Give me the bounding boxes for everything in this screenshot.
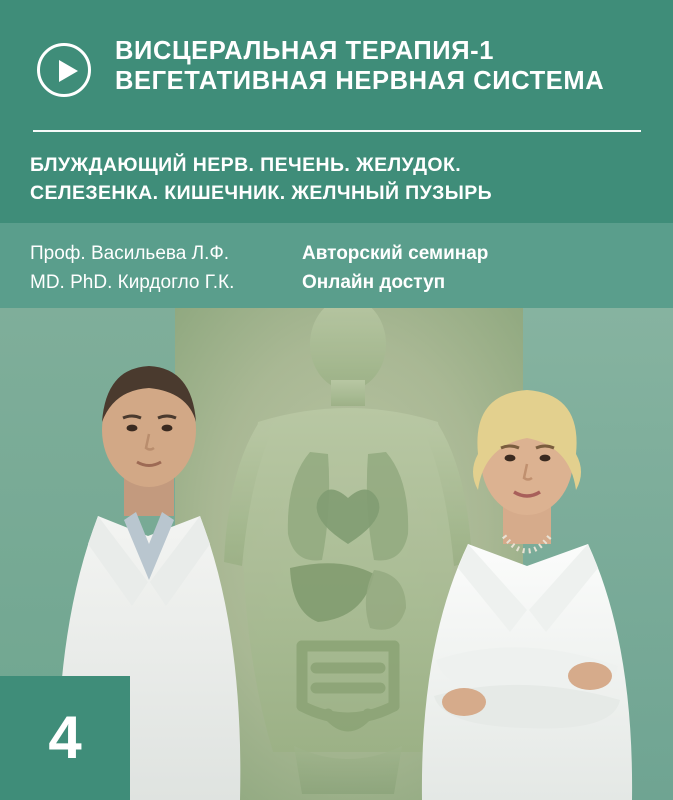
event-type: Авторский семинар [302,243,489,264]
subtitle-line-1: БЛУЖДАЮЩИЙ НЕРВ. ПЕЧЕНЬ. ЖЕЛУДОК. [30,154,462,176]
title-line-2: ВЕГЕТАТИВНАЯ НЕРВНАЯ СИСТЕМА [115,67,605,95]
poster-subtitle [30,151,650,207]
poster-subtitle-band [0,130,673,223]
event-access: Онлайн доступ [302,272,446,293]
play-icon[interactable] [37,43,91,97]
module-number-badge [0,676,130,800]
female-presenter-photo [400,360,655,800]
presenters-band [0,223,673,308]
subtitle-line-2: СЕЛЕЗЕНКА. КИШЕЧНИК. ЖЕЛЧНЫЙ ПУЗЫРЬ [30,182,493,204]
module-number: 4 [48,704,82,771]
presenter-names [30,239,234,297]
poster-title [115,36,645,96]
header-divider [33,130,641,132]
event-details [302,239,488,297]
title-line-1: ВИСЦЕРАЛЬНАЯ ТЕРАПИЯ-1 [115,37,495,65]
presenter-name-1: Проф. Васильева Л.Ф. [30,243,230,264]
poster-header [0,0,673,130]
presenter-name-2: MD. PhD. Кирдогло Г.К. [30,272,235,293]
